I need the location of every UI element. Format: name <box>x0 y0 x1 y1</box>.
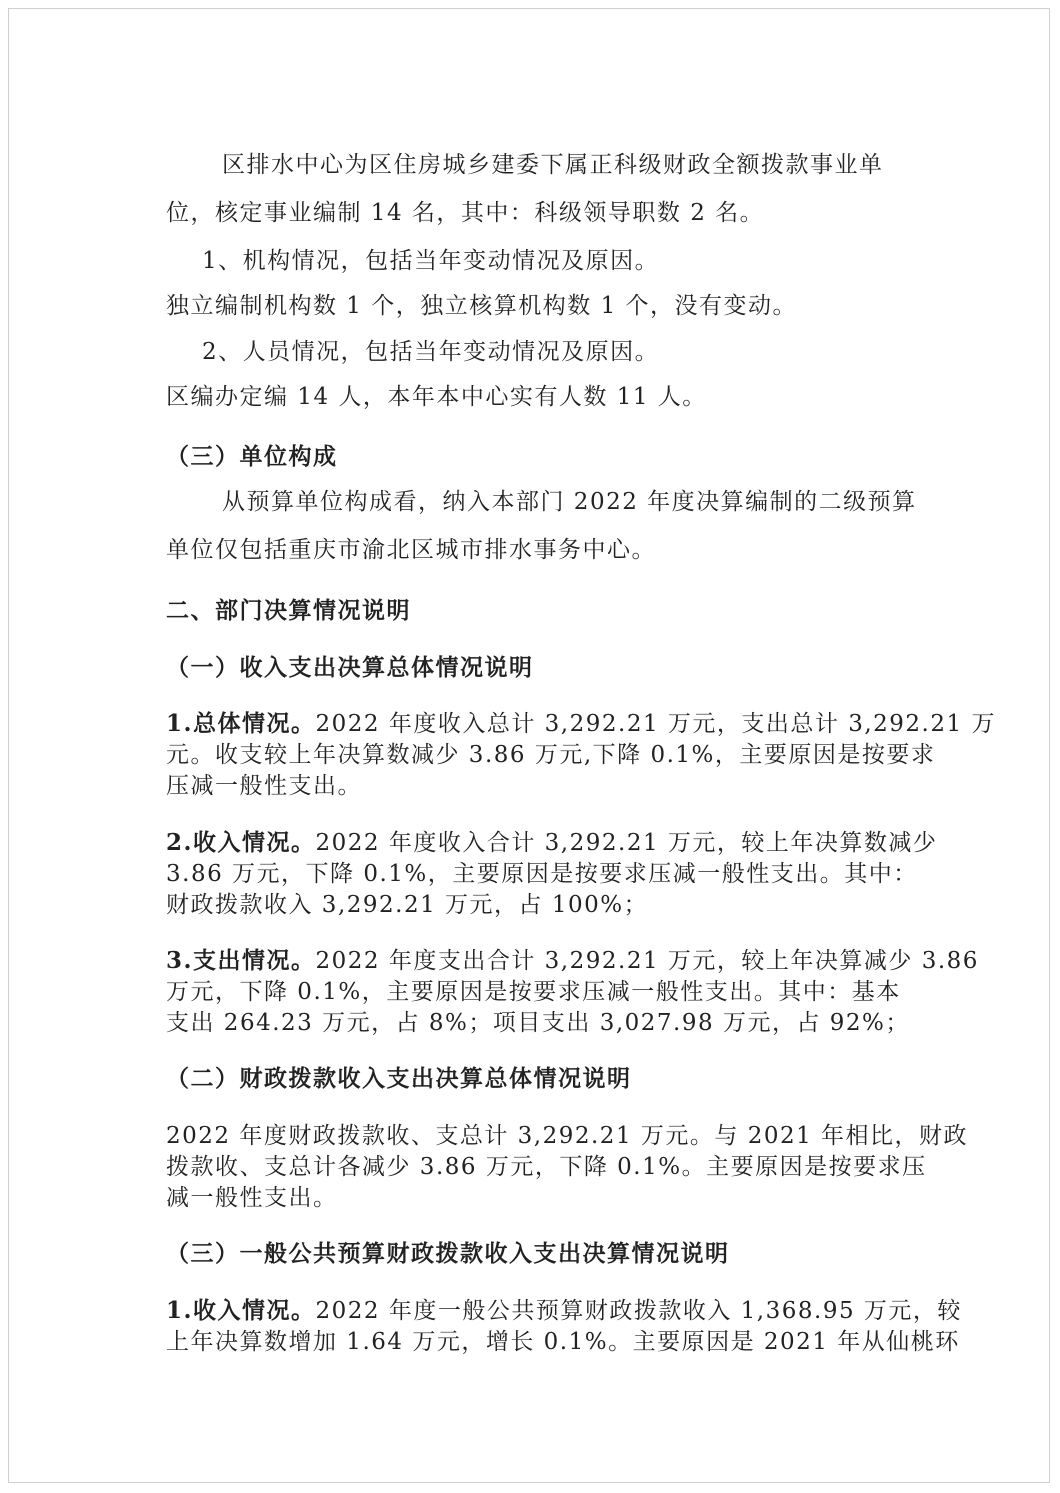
income-label: 2.收入情况。 <box>166 829 316 856</box>
item-2-text: 区编办定编 14 人，本年本中心实有人数 11 人。 <box>166 384 707 410</box>
heading-part-2: 二、部门决算情况说明 <box>166 597 411 624</box>
unit-para-line-1: 从预算单位构成看，纳入本部门 2022 年度决算编制的二级预算 <box>222 489 917 515</box>
item-1-text: 独立编制机构数 1 个，独立核算机构数 1 个，没有变动。 <box>166 293 798 319</box>
overall-line-1: 1.总体情况。2022 年度收入总计 3,292.21 万元，支出总计 3,292.21 万 <box>166 710 996 737</box>
heading-sub-1: （一）收入支出决算总体情况说明 <box>166 654 534 681</box>
income-line-3: 财政拨款收入 3,292.21 万元，占 100%； <box>166 892 649 918</box>
unit-para-line-2: 单位仅包括重庆市渝北区城市排水事务中心。 <box>166 537 656 563</box>
fiscal-line-3: 减一般性支出。 <box>166 1185 338 1211</box>
expense-line-1: 3.支出情况。2022 年度支出合计 3,292.21 万元，较上年决算减少 3.86 <box>166 947 979 974</box>
overall-line-3: 压减一般性支出。 <box>166 773 362 799</box>
expense-label: 3.支出情况。 <box>166 947 316 974</box>
income-line-1: 2.收入情况。2022 年度收入合计 3,292.21 万元，较上年决算数减少 <box>166 829 938 856</box>
fiscal-line-1: 2022 年度财政拨款收、支总计 3,292.21 万元。与 2021 年相比，财政 <box>166 1123 969 1149</box>
intro-line-2: 位，核定事业编制 14 名，其中：科级领导职数 2 名。 <box>166 200 765 226</box>
public-income-line-1: 1.收入情况。2022 年度一般公共预算财政拨款收入 1,368.95 万元，较 <box>166 1297 962 1324</box>
expense-line-2: 万元，下降 0.1%，主要原因是按要求压减一般性支出。其中：基本 <box>166 979 901 1005</box>
expense-line-3: 支出 264.23 万元，占 8%；项目支出 3,027.98 万元，占 92%； <box>166 1010 910 1036</box>
item-2-title: 2、人员情况，包括当年变动情况及原因。 <box>202 339 660 365</box>
public-income-label: 1.收入情况。 <box>166 1297 316 1324</box>
heading-sub-2: （二）财政拨款收入支出决算总体情况说明 <box>166 1065 632 1092</box>
overall-line-2: 元。收支较上年决算数减少 3.86 万元,下降 0.1%，主要原因是按要求 <box>166 742 936 768</box>
fiscal-line-2: 拨款收、支总计各减少 3.86 万元，下降 0.1%。主要原因是按要求压 <box>166 1154 927 1180</box>
overall-label: 1.总体情况。 <box>166 710 316 737</box>
income-line-2: 3.86 万元，下降 0.1%，主要原因是按要求压减一般性支出。其中： <box>166 861 918 887</box>
heading-unit-composition: （三）单位构成 <box>166 443 338 470</box>
intro-line-1: 区排水中心为区住房城乡建委下属正科级财政全额拨款事业单 <box>222 152 884 178</box>
public-income-line-2: 上年决算数增加 1.64 万元，增长 0.1%。主要原因是 2021 年从仙桃环 <box>166 1329 960 1355</box>
item-1-title: 1、机构情况，包括当年变动情况及原因。 <box>202 248 660 274</box>
heading-sub-3: （三）一般公共预算财政拨款收入支出决算情况说明 <box>166 1240 730 1267</box>
